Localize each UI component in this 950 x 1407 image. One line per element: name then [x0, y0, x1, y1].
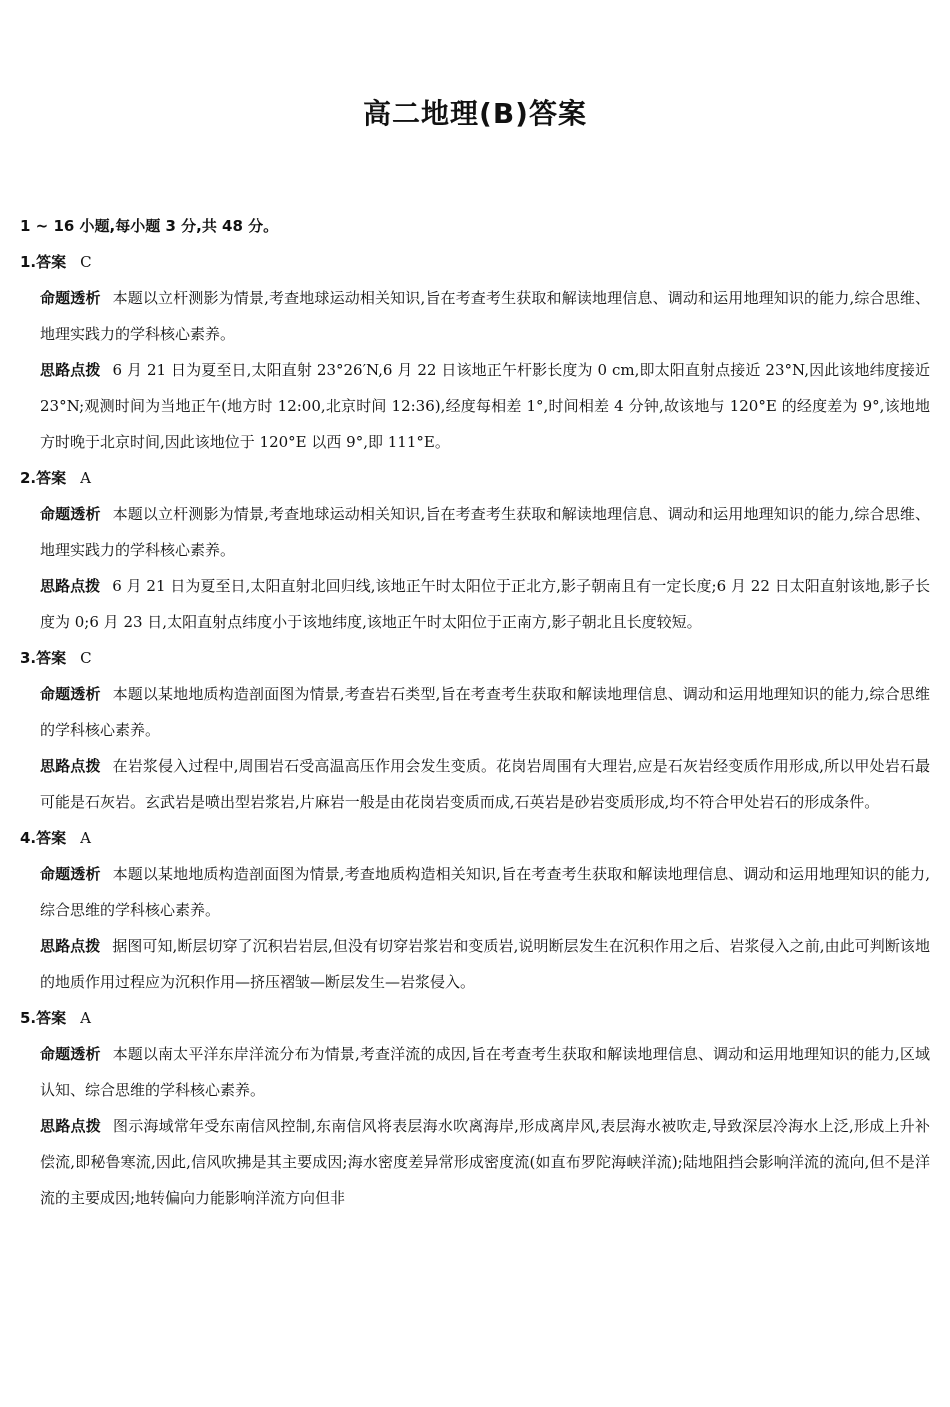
- analysis-text: 本题以某地地质构造剖面图为情景,考查地质构造相关知识,旨在考查考生获取和解读地理信息、调动和运用地理知识的能力,综合思维的学科核心素养。: [40, 865, 930, 919]
- hint-text: 6 月 21 日为夏至日,太阳直射 23°26′N,6 月 22 日该地正午杆影长度为 0 cm,即太阳直射点接近 23°N,因此该地纬度接近 23°N;观测时间为当地正午(地方时 12:00,北京时间 12:36),经度每相差 1°,时间相差 4 分钟,故该地与 120°E 的经度差为 9°,该地地方时晚于北京时间,因此该地位于 120°E 以西 9°,即 111°E。: [40, 361, 930, 451]
- question-number: 5.: [20, 1009, 37, 1027]
- answer-label: 答案: [36, 649, 67, 667]
- question-number: 1.: [20, 253, 37, 271]
- analysis-label: 命题透析: [40, 289, 101, 307]
- hint-paragraph: [40, 748, 930, 820]
- scoring-intro: 1 ~ 16 小题,每小题 3 分,共 48 分。: [20, 217, 279, 235]
- question-header: [20, 244, 930, 280]
- question-number: 2.: [20, 469, 37, 487]
- analysis-label: 命题透析: [40, 505, 101, 523]
- analysis-paragraph: [40, 280, 930, 352]
- question-block: [20, 1000, 930, 1216]
- question-number: 4.: [20, 829, 37, 847]
- hint-label: 思路点拨: [40, 361, 101, 379]
- analysis-text: 本题以某地地质构造剖面图为情景,考查岩石类型,旨在考查考生获取和解读地理信息、调动和运用地理知识的能力,综合思维的学科核心素养。: [40, 685, 930, 739]
- answer-value: A: [80, 469, 91, 487]
- hint-label: 思路点拨: [40, 1117, 101, 1135]
- answer-value: A: [80, 829, 91, 847]
- hint-label: 思路点拨: [40, 757, 101, 775]
- hint-label: 思路点拨: [40, 577, 101, 595]
- hint-paragraph: [40, 1108, 930, 1216]
- question-header: [20, 1000, 930, 1036]
- question-block: [20, 460, 930, 640]
- analysis-label: 命题透析: [40, 865, 101, 883]
- question-header: [20, 820, 930, 856]
- hint-paragraph: [40, 928, 930, 1000]
- analysis-paragraph: [40, 676, 930, 748]
- answer-label: 答案: [36, 1009, 67, 1027]
- analysis-paragraph: [40, 856, 930, 928]
- question-header: [20, 460, 930, 496]
- question-header: [20, 640, 930, 676]
- hint-paragraph: [40, 568, 930, 640]
- hint-text: 据图可知,断层切穿了沉积岩岩层,但没有切穿岩浆岩和变质岩,说明断层发生在沉积作用之后、岩浆侵入之前,由此可判断该地的地质作用过程应为沉积作用—挤压褶皱—断层发生—岩浆侵入。: [40, 937, 930, 991]
- question-block: [20, 244, 930, 460]
- analysis-paragraph: [40, 1036, 930, 1108]
- page-title: 高二地理(B)答案: [363, 97, 587, 130]
- answer-value: C: [80, 649, 92, 667]
- hint-label: 思路点拨: [40, 937, 101, 955]
- analysis-text: 本题以立杆测影为情景,考查地球运动相关知识,旨在考查考生获取和解读地理信息、调动和运用地理知识的能力,综合思维、地理实践力的学科核心素养。: [40, 505, 930, 559]
- answer-value: C: [80, 253, 92, 271]
- analysis-paragraph: [40, 496, 930, 568]
- answer-label: 答案: [36, 829, 67, 847]
- answer-label: 答案: [36, 253, 67, 271]
- hint-text: 6 月 21 日为夏至日,太阳直射北回归线,该地正午时太阳位于正北方,影子朝南且有一定长度;6 月 22 日太阳直射该地,影子长度为 0;6 月 23 日,太阳直射点纬度小于该地纬度,该地正午时太阳位于正南方,影子朝北且长度较短。: [40, 577, 930, 631]
- analysis-label: 命题透析: [40, 685, 101, 703]
- analysis-label: 命题透析: [40, 1045, 101, 1063]
- hint-paragraph: [40, 352, 930, 460]
- analysis-text: 本题以立杆测影为情景,考查地球运动相关知识,旨在考查考生获取和解读地理信息、调动和运用地理知识的能力,综合思维、地理实践力的学科核心素养。: [40, 289, 930, 343]
- answer-value: A: [80, 1009, 91, 1027]
- question-number: 3.: [20, 649, 37, 667]
- question-block: [20, 640, 930, 820]
- answer-label: 答案: [36, 469, 67, 487]
- hint-text: 图示海域常年受东南信风控制,东南信风将表层海水吹离海岸,形成离岸风,表层海水被吹走,导致深层冷海水上泛,形成上升补偿流,即秘鲁寒流,因此,信风吹拂是其主要成因;海水密度差异常形成密度流(如直布罗陀海峡洋流);陆地阻挡会影响洋流的流向,但不是洋流的主要成因;地转偏向力能影响洋流方向但非: [40, 1117, 930, 1207]
- question-block: [20, 820, 930, 1000]
- hint-text: 在岩浆侵入过程中,周围岩石受高温高压作用会发生变质。花岗岩周围有大理岩,应是石灰岩经变质作用形成,所以甲处岩石最可能是石灰岩。玄武岩是喷出型岩浆岩,片麻岩一般是由花岗岩变质而成,石英岩是砂岩变质形成,均不符合甲处岩石的形成条件。: [40, 757, 930, 811]
- analysis-text: 本题以南太平洋东岸洋流分布为情景,考查洋流的成因,旨在考查考生获取和解读地理信息、调动和运用地理知识的能力,区域认知、综合思维的学科核心素养。: [40, 1045, 930, 1099]
- answer-content: [20, 208, 930, 1216]
